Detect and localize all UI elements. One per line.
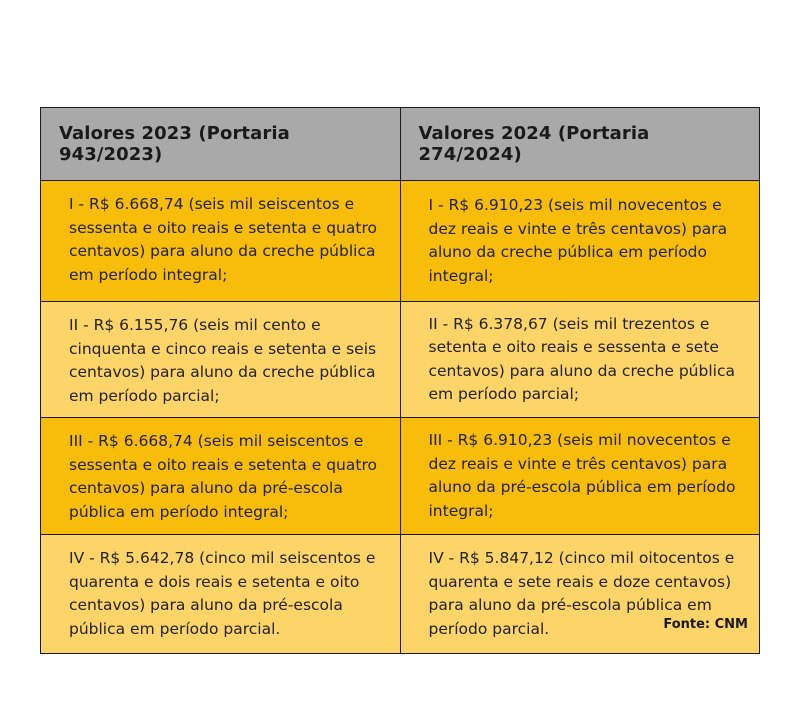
header-2024: Valores 2024 (Portaria 274/2024) (400, 108, 760, 181)
table-cell-2024: III - R$ 6.910,23 (seis mil novecentos e dez reais e vinte e três centavos) para aluno da pré-escola pública em período integral; (400, 418, 760, 535)
table-header-row (41, 108, 760, 181)
table-cell-2023: II - R$ 6.155,76 (seis mil cento e cinquenta e cinco reais e setenta e seis centavos) para aluno da creche pública em período parcial; (41, 302, 401, 418)
table-cell-2024: IV - R$ 5.847,12 (cinco mil oitocentos e quarenta e sete reais e doze centavos) para aluno da pré-escola pública em período parcial. (400, 535, 760, 654)
header-2023: Valores 2023 (Portaria 943/2023) (41, 108, 401, 181)
table-cell-2023: III - R$ 6.668,74 (seis mil seiscentos e sessenta e oito reais e setenta e quatro centavos) para aluno da pré-escola pública em período integral; (41, 418, 401, 535)
table-cell-2023: IV - R$ 5.642,78 (cinco mil seiscentos e quarenta e dois reais e setenta e oito centavos) para aluno da pré-escola pública em período parcial. (41, 535, 401, 654)
table-cell-2024: I - R$ 6.910,23 (seis mil novecentos e dez reais e vinte e três centavos) para aluno da creche pública em período integral; (400, 181, 760, 302)
table-cell-2024: II - R$ 6.378,67 (seis mil trezentos e setenta e oito reais e sessenta e sete centavos) para aluno da creche pública em período parcial; (400, 302, 760, 418)
table-row (41, 535, 760, 654)
values-table-container (40, 107, 760, 654)
values-comparison-table (40, 107, 760, 654)
table-row (41, 418, 760, 535)
table-row (41, 302, 760, 418)
source-credit: Fonte: CNM (663, 617, 748, 632)
table-row (41, 181, 760, 302)
table-cell-2023: I - R$ 6.668,74 (seis mil seiscentos e sessenta e oito reais e setenta e quatro centavos) para aluno da creche pública em período integral; (41, 181, 401, 302)
